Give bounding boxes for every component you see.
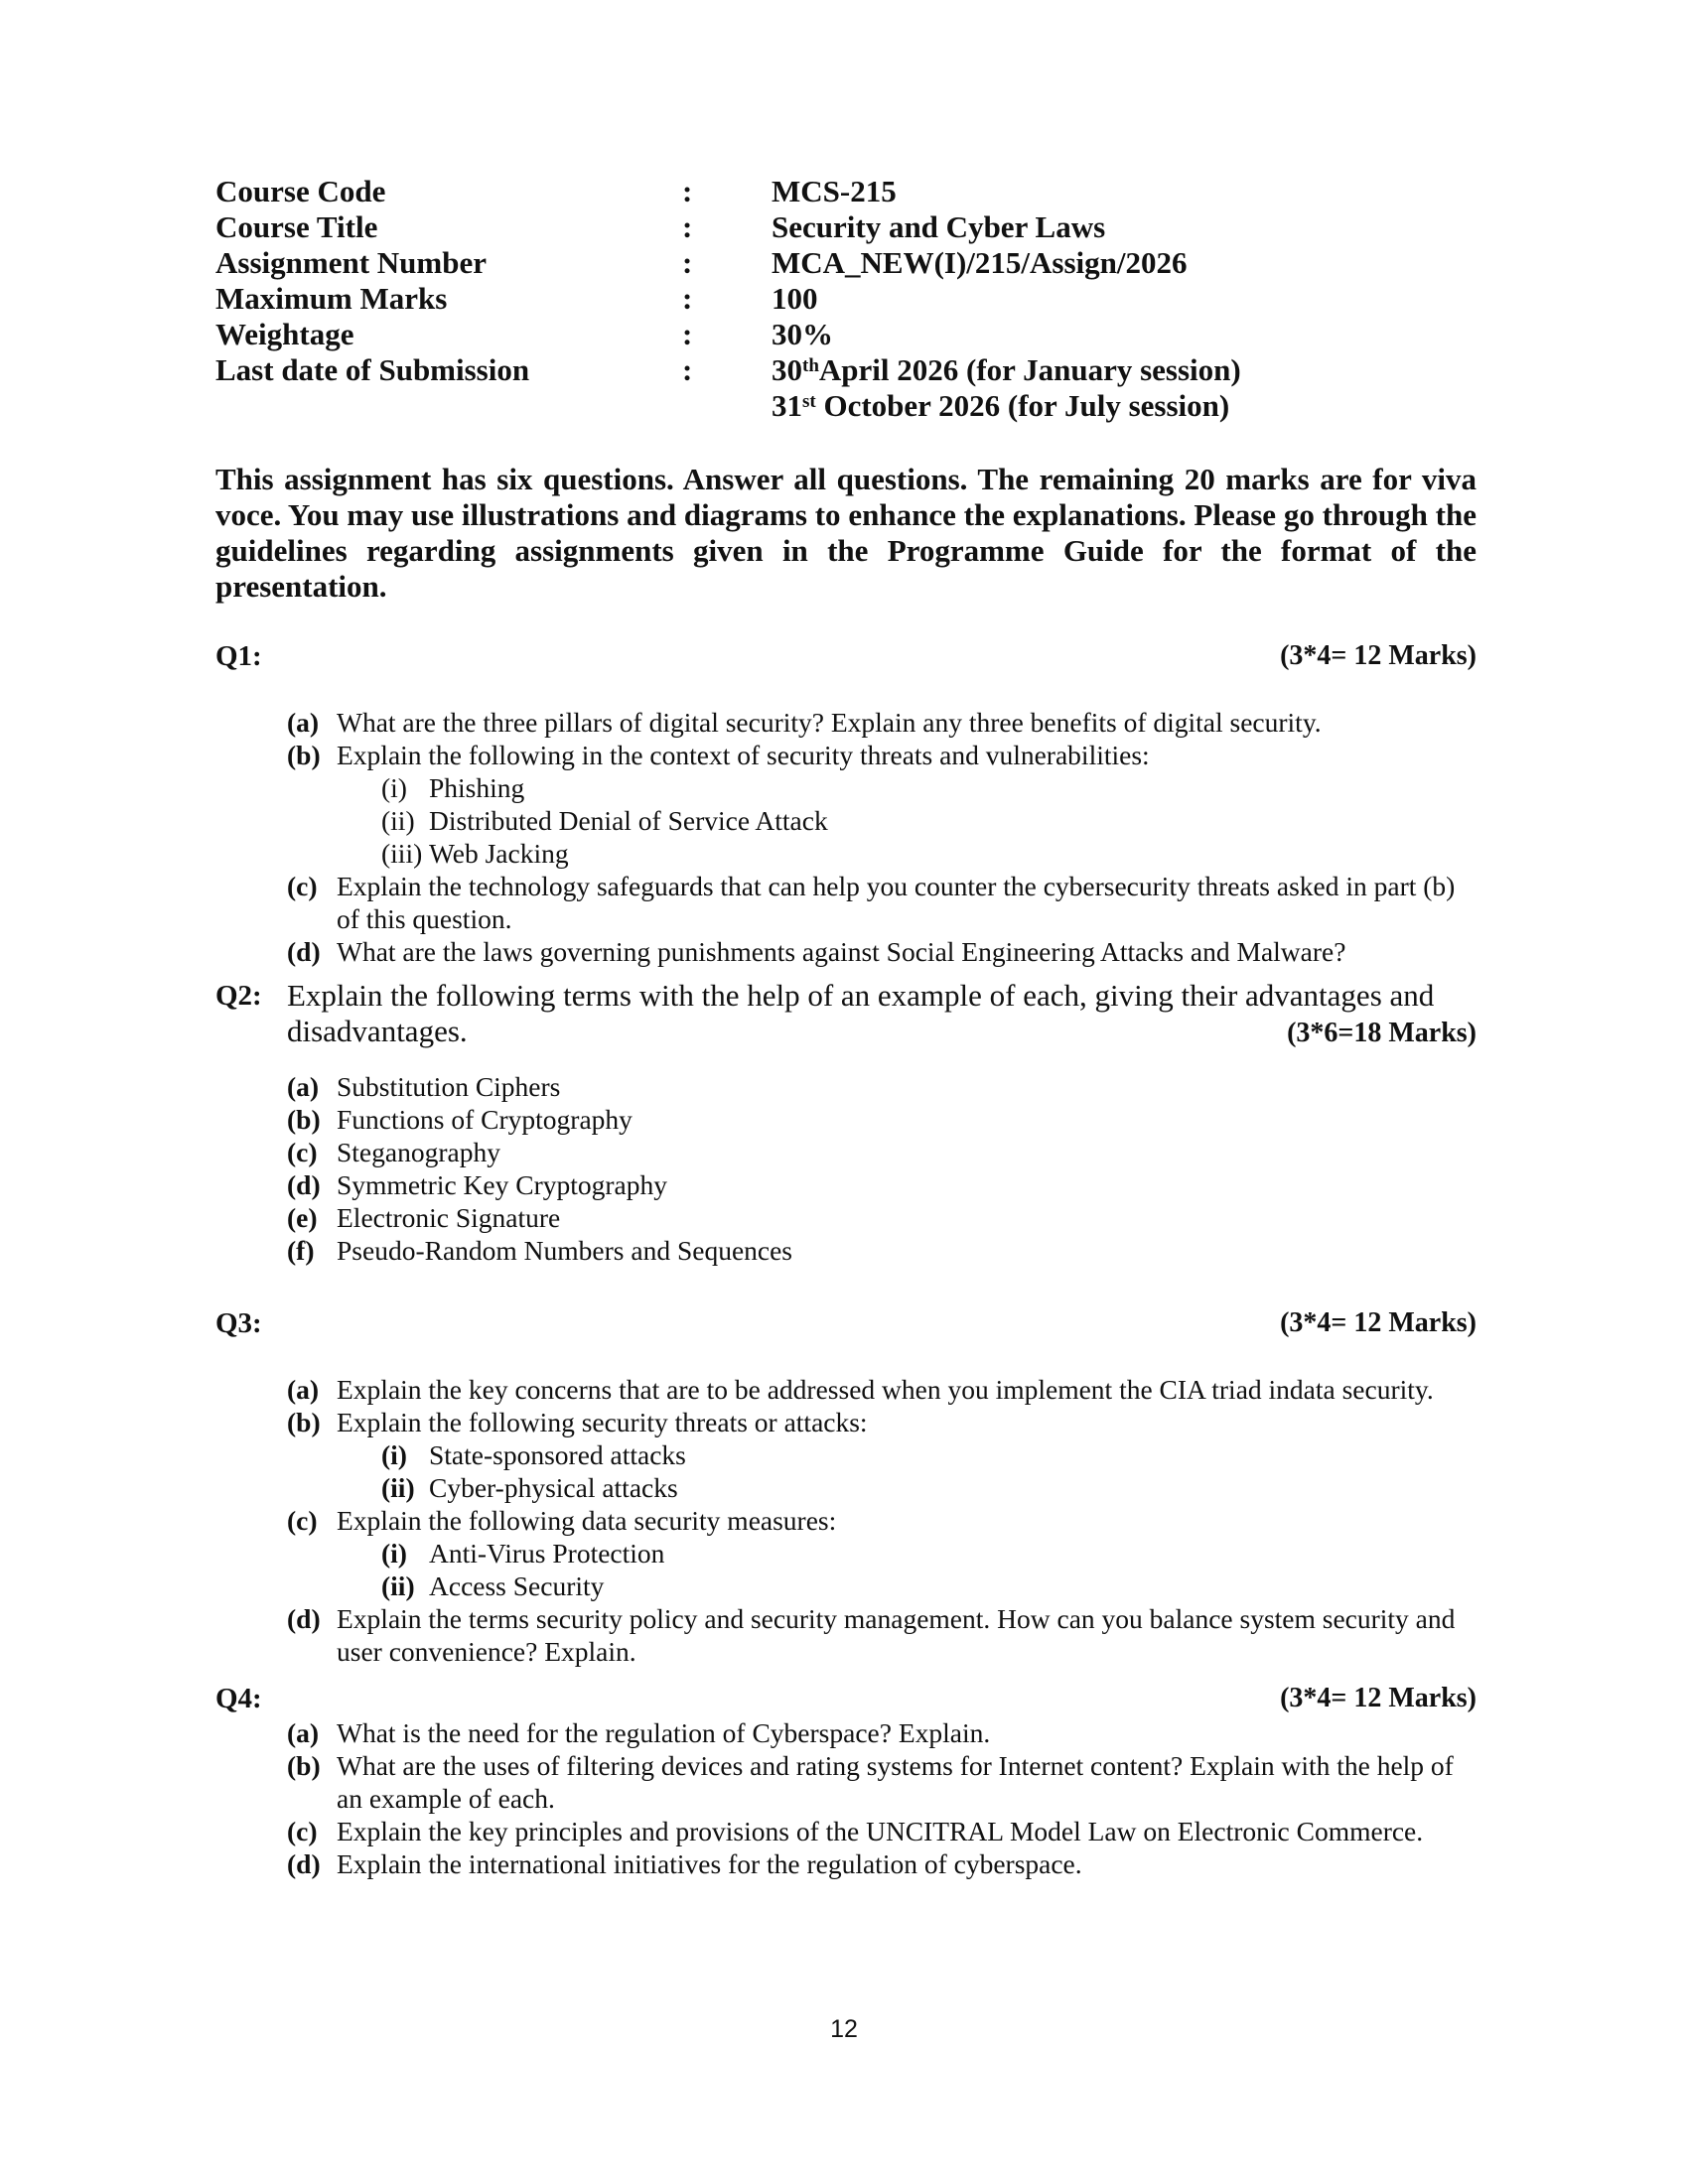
question-part: (a) Substitution Ciphers [287,1071,561,1102]
question-part: (b) Explain the following in the context of security threats and vulnerabilities: [287,740,1150,770]
meta-colon: : [682,209,693,244]
question-part: (c) Explain the following data security measures: [287,1505,837,1536]
question-marks: (3*4= 12 Marks) [1280,1307,1477,1338]
meta-value: Security and Cyber Laws [772,209,1106,244]
question-subpart: (iii) Web Jacking [381,838,569,869]
question-part: (a) Explain the key concerns that are to be addressed when you implement the CIA triad indata security. [287,1374,1434,1405]
question-part: (e) Electronic Signature [287,1202,561,1233]
meta-colon: : [682,281,693,316]
question-part: (d) Explain the terms security policy and security management. How can you balance system security and user convenience? Explain. [287,1603,1456,1667]
meta-value: MCS-215 [772,174,897,208]
question-subpart: (ii) Access Security [381,1570,605,1601]
question-label: Q4: [215,1683,262,1714]
question-marks: (3*4= 12 Marks) [1280,640,1477,671]
question-part: (b) Functions of Cryptography [287,1104,633,1135]
question-part: (c) Explain the technology safeguards that can help you counter the cybersecurity threats asked in part (b) of this question. [287,871,1456,934]
question-marks: (3*6=18 Marks) [1287,1018,1477,1048]
question-subpart: (ii) Distributed Denial of Service Attack [381,805,828,836]
question-part: (a) What are the three pillars of digital security? Explain any three benefits of digital security. [287,707,1322,738]
question-part: (b) What are the uses of filtering devices and rating systems for Internet content? Explain with the help of an example of each. [287,1750,1454,1814]
meta-colon: : [682,317,693,351]
meta-label: Assignment Number [215,245,487,280]
question-subpart: (i) Phishing [381,772,525,803]
assignment-instructions: This assignment has six questions. Answer all questions. The remaining 20 marks are for viva voce. You may use illustrations and diagrams to enhance the explanations. Please go through the guidelines regarding assignments given in the Programme Guide for the format of the presentation. [215,462,1477,604]
meta-label: Course Title [215,209,378,244]
question-part: (d) Explain the international initiatives for the regulation of cyberspace. [287,1848,1082,1879]
question-marks: (3*4= 12 Marks) [1280,1683,1477,1713]
submission-date-january: 30thApril 2026 (for January session) [772,352,1241,387]
meta-colon: : [682,174,693,208]
question-part: (a) What is the need for the regulation of Cyberspace? Explain. [287,1717,991,1748]
meta-value: 100 [772,281,818,316]
submission-date-july: 31st October 2026 (for July session) [772,388,1230,423]
question-part: (d) Symmetric Key Cryptography [287,1169,667,1200]
question-part: (d) What are the laws governing punishments against Social Engineering Attacks and Malware? [287,936,1346,967]
meta-value: MCA_NEW(I)/215/Assign/2026 [772,245,1188,280]
question-label: Q2: [215,980,262,1012]
meta-colon: : [682,245,693,280]
question-label: Q3: [215,1307,262,1339]
meta-label: Course Code [215,174,386,208]
page-number: 12 [830,2015,858,2043]
question-label: Q1: [215,640,262,672]
question-part: (f) Pseudo-Random Numbers and Sequences [287,1235,793,1266]
question-text: Explain the following terms with the help of an example of each, giving their advantages and disadvantages. [287,978,1435,1048]
meta-label: Maximum Marks [215,281,448,316]
question-part: (b) Explain the following security threats or attacks: [287,1407,868,1437]
meta-label: Last date of Submission [215,352,530,387]
question-subpart: (ii) Cyber-physical attacks [381,1472,678,1503]
question-part: (c) Explain the key principles and provisions of the UNCITRAL Model Law on Electronic Commerce. [287,1816,1424,1846]
meta-label: Weightage [215,317,354,351]
question-subpart: (i) Anti-Virus Protection [381,1538,665,1569]
question-subpart: (i) State-sponsored attacks [381,1439,686,1470]
meta-colon: : [682,352,693,387]
question-part: (c) Steganography [287,1137,500,1167]
meta-value: 30% [772,317,833,351]
